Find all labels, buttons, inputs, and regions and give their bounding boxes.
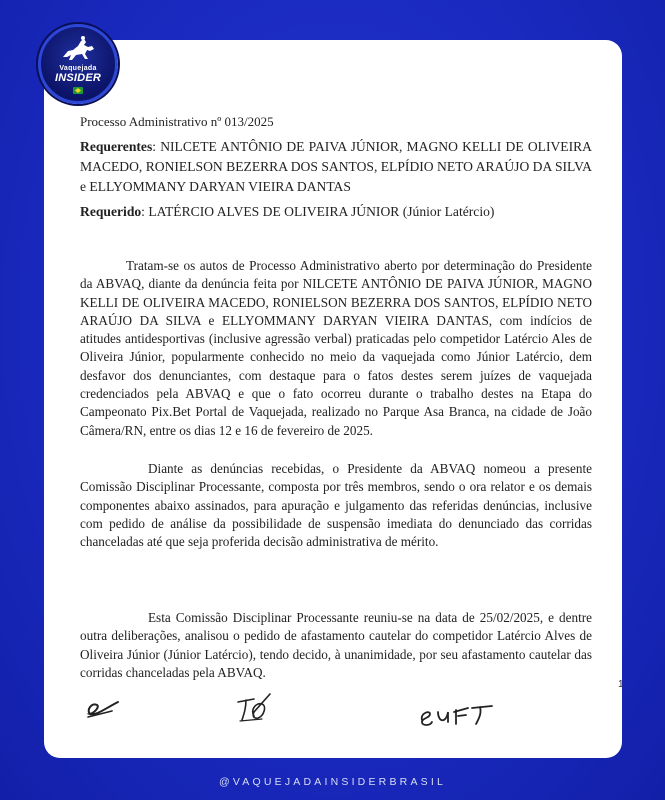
paragraph-3: Esta Comissão Disciplinar Processante reuniu-se na data de 25/02/2025, e dentre outra deliberações, analisou o pedido de afastamento cautelar do competidor Latércio Alves de Oliveira Júnior (Júnior Latércio), tendo decido, à unanimidade, por seu afastamento cautelar das corridas chanceladas pela ABVAQ.: [80, 610, 592, 680]
requerido-block: [80, 204, 494, 220]
vaquejada-insider-logo: [38, 24, 118, 104]
signature-3: [418, 700, 498, 730]
logo-text-top: Vaquejada: [59, 65, 97, 72]
paragraph-2: Diante as denúncias recebidas, o Presidente da ABVAQ nomeou a presente Comissão Disciplinar Processante, composta por três membros, sendo o ora relator e os demais componentes abaixo assinados, para apuração e julgamento das referidas denúncias, inclusive com pedido de análise da possibilidade de suspensão imediata do denunciado das corridas chanceladas até que seja proferida decisão administrativa de mérito.: [80, 461, 592, 550]
requerentes-label: Requerentes: [80, 139, 153, 154]
process-number: Processo Administrativo nº 013/2025: [80, 114, 274, 129]
requerentes-names: : NILCETE ANTÔNIO DE PAIVA JÚNIOR, MAGNO KELLI DE OLIVEIRA MACEDO, RONIELSON BEZERRA DOS SANTOS, ELPÍDIO NETO ARAÚJO DA SILVA e ELLYOMMANY DARYAN VIEIRA DANTAS: [80, 139, 592, 194]
document-page: [44, 40, 622, 758]
brazil-flag-icon: [73, 87, 83, 94]
page-number: 1: [618, 679, 624, 690]
footer-handle: @VAQUEJADAINSIDERBRASIL: [218, 776, 447, 788]
signature-1: [82, 692, 128, 722]
paragraph-1: Tratam-se os autos de Processo Administrativo aberto por determinação do Presidente da ABVAQ, diante da denúncia feita por NILCETE ANTÔNIO DE PAIVA JÚNIOR, MAGNO KELLI DE OLIVEIRA MACEDO, RONIELSON BEZERRA DOS SANTOS, ELPÍDIO NETO ARAÚJO DA SILVA e ELLYOMMANY DARYAN VIEIRA DANTAS, com indícios de atitudes antidesportivas (inclusive agressão verbal) praticadas pelo competidor Latércio Ales de Oliveira Júnior, popularmente conhecido no meio da vaquejada como Júnior Latércio, dem desfavor dos denunciantes, com destaque para o fatos destes serem juízes de vaquejada credenciados pela ABVAQ e que o fato ocorreu durante o trabalho destes na Etapa do Campeonato Pix.Bet Portal de Vaquejada, realizado no Parque Asa Branca, na cidade de João Câmera/RN, entre os dias 12 e 16 de fevereiro de 2025.: [80, 258, 592, 438]
signature-2: [232, 690, 278, 726]
requerido-label: Requerido: [80, 204, 142, 219]
requerido-name: : LATÉRCIO ALVES DE OLIVEIRA JÚNIOR (Júnior Latércio): [141, 204, 495, 219]
logo-text-main: INSIDER: [54, 72, 102, 84]
horse-rider-icon: [59, 35, 97, 65]
requerentes-block: [80, 137, 592, 197]
